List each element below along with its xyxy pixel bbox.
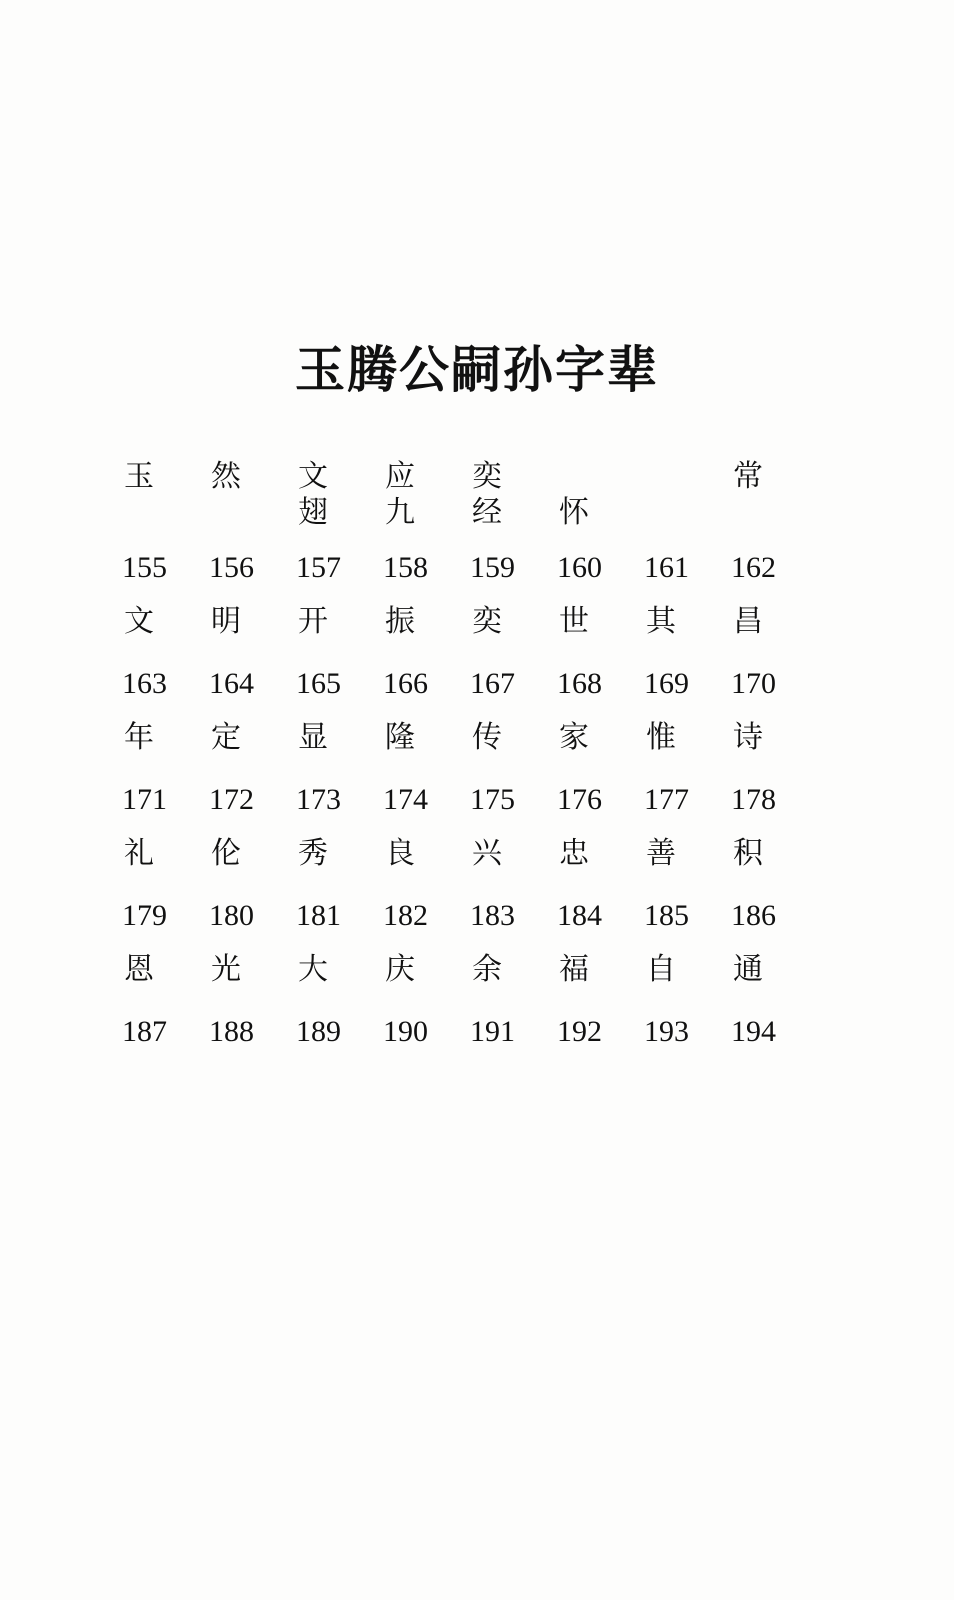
generation-character: 隆 bbox=[385, 720, 415, 755]
generation-number: 192 bbox=[557, 1015, 602, 1048]
header-char-top: 奕 bbox=[472, 459, 502, 494]
number-row bbox=[118, 658, 838, 710]
generation-number: 187 bbox=[122, 1015, 167, 1048]
generation-character: 奕 bbox=[472, 604, 502, 639]
generation-character: 积 bbox=[733, 836, 763, 871]
generation-character: 惟 bbox=[646, 720, 676, 755]
generation-number: 172 bbox=[209, 783, 254, 816]
generation-character: 福 bbox=[559, 952, 589, 987]
generation-character: 振 bbox=[385, 604, 415, 639]
generation-number: 193 bbox=[644, 1015, 689, 1048]
generation-character: 世 bbox=[559, 604, 589, 639]
header-char-bottom: 九 bbox=[385, 495, 415, 530]
generation-number: 191 bbox=[470, 1015, 515, 1048]
generation-number: 170 bbox=[731, 667, 776, 700]
page-title: 玉腾公嗣孙字辈 bbox=[295, 340, 659, 399]
generation-number: 173 bbox=[296, 783, 341, 816]
generation-number: 162 bbox=[731, 551, 776, 584]
header-char-bottom: 经 bbox=[472, 495, 502, 530]
generation-number: 174 bbox=[383, 783, 428, 816]
generation-number: 161 bbox=[644, 551, 689, 584]
header-char-top: 文 bbox=[298, 459, 328, 494]
generation-number: 160 bbox=[557, 551, 602, 584]
number-row bbox=[118, 774, 838, 826]
number-row bbox=[118, 542, 838, 594]
generation-character: 其 bbox=[646, 604, 676, 639]
number-row bbox=[118, 1006, 838, 1058]
generation-number: 178 bbox=[731, 783, 776, 816]
generation-character: 礼 bbox=[124, 836, 154, 871]
generation-number: 176 bbox=[557, 783, 602, 816]
generation-number: 157 bbox=[296, 551, 341, 584]
generation-number: 182 bbox=[383, 899, 428, 932]
header-cell bbox=[292, 460, 379, 542]
generation-number: 189 bbox=[296, 1015, 341, 1048]
generation-character: 文 bbox=[124, 604, 154, 639]
character-row bbox=[118, 826, 838, 890]
generation-character: 通 bbox=[733, 952, 763, 987]
generation-number: 165 bbox=[296, 667, 341, 700]
generation-character: 自 bbox=[646, 952, 676, 987]
generation-number: 166 bbox=[383, 667, 428, 700]
generation-number: 177 bbox=[644, 783, 689, 816]
generation-number: 164 bbox=[209, 667, 254, 700]
header-char-top: 常 bbox=[733, 459, 763, 494]
generation-number: 167 bbox=[470, 667, 515, 700]
generation-character: 家 bbox=[559, 720, 589, 755]
generation-character: 诗 bbox=[733, 720, 763, 755]
header-row bbox=[118, 460, 838, 542]
character-row bbox=[118, 594, 838, 658]
generation-name-table bbox=[118, 460, 838, 1058]
generation-character: 秀 bbox=[298, 836, 328, 871]
generation-number: 180 bbox=[209, 899, 254, 932]
header-cell bbox=[553, 460, 640, 542]
generation-character: 良 bbox=[385, 836, 415, 871]
generation-number: 156 bbox=[209, 551, 254, 584]
generation-character: 忠 bbox=[559, 836, 589, 871]
number-row bbox=[118, 890, 838, 942]
header-cell bbox=[205, 460, 292, 542]
header-cell bbox=[118, 460, 205, 542]
generation-character: 开 bbox=[298, 604, 328, 639]
generation-number: 185 bbox=[644, 899, 689, 932]
generation-number: 186 bbox=[731, 899, 776, 932]
header-char-bottom: 怀 bbox=[559, 495, 589, 530]
generation-number: 184 bbox=[557, 899, 602, 932]
generation-number: 163 bbox=[122, 667, 167, 700]
generation-character: 显 bbox=[298, 720, 328, 755]
generation-character: 传 bbox=[472, 720, 502, 755]
generation-character: 恩 bbox=[124, 952, 154, 987]
generation-character: 余 bbox=[472, 952, 502, 987]
header-cell bbox=[727, 460, 814, 542]
header-cell bbox=[640, 460, 727, 542]
generation-character: 伦 bbox=[211, 836, 241, 871]
generation-number: 158 bbox=[383, 551, 428, 584]
generation-character: 兴 bbox=[472, 836, 502, 871]
generation-character: 定 bbox=[211, 720, 241, 755]
generation-number: 179 bbox=[122, 899, 167, 932]
generation-number: 169 bbox=[644, 667, 689, 700]
generation-number: 171 bbox=[122, 783, 167, 816]
header-char-top: 然 bbox=[211, 459, 241, 494]
header-cell bbox=[379, 460, 466, 542]
generation-number: 183 bbox=[470, 899, 515, 932]
generation-character: 年 bbox=[124, 720, 154, 755]
generation-number: 194 bbox=[731, 1015, 776, 1048]
generation-number: 175 bbox=[470, 783, 515, 816]
header-char-bottom: 翅 bbox=[298, 495, 328, 530]
generation-character: 大 bbox=[298, 952, 328, 987]
generation-character: 庆 bbox=[385, 952, 415, 987]
generation-number: 181 bbox=[296, 899, 341, 932]
generation-character: 明 bbox=[211, 604, 241, 639]
generation-number: 168 bbox=[557, 667, 602, 700]
generation-number: 188 bbox=[209, 1015, 254, 1048]
generation-number: 190 bbox=[383, 1015, 428, 1048]
character-row bbox=[118, 710, 838, 774]
table-body bbox=[118, 542, 838, 1058]
header-char-top: 应 bbox=[385, 459, 415, 494]
character-row bbox=[118, 942, 838, 1006]
generation-number: 159 bbox=[470, 551, 515, 584]
header-char-top: 玉 bbox=[124, 459, 154, 494]
generation-character: 昌 bbox=[733, 604, 763, 639]
header-cell bbox=[466, 460, 553, 542]
generation-character: 光 bbox=[211, 952, 241, 987]
generation-character: 善 bbox=[646, 836, 676, 871]
generation-number: 155 bbox=[122, 551, 167, 584]
